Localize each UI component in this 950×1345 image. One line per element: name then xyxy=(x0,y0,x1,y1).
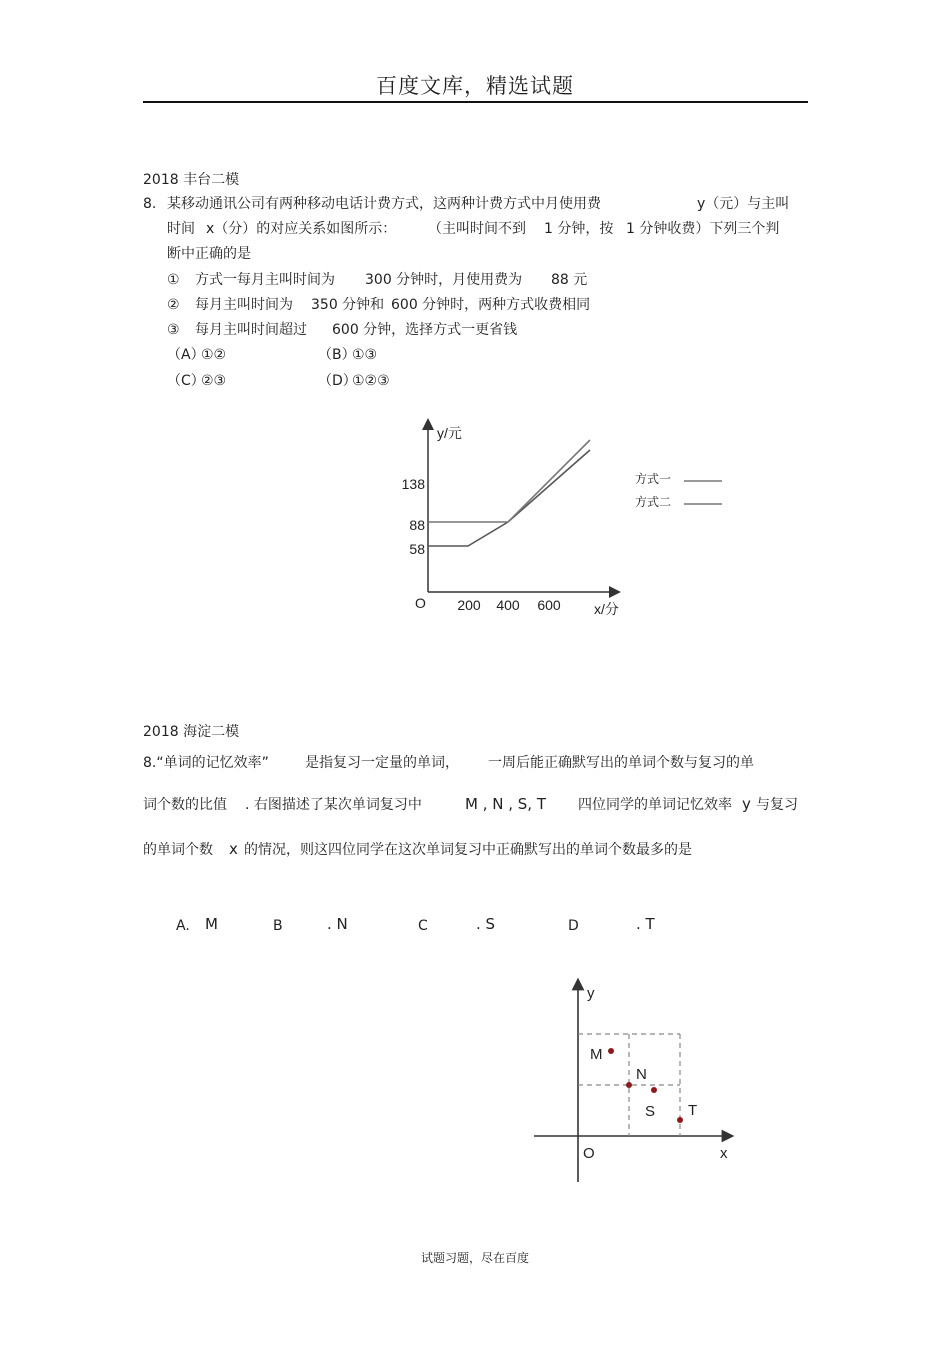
q1-item2-text-a: 每月主叫时间为 xyxy=(195,297,293,313)
q2-stem-line1c: 一周后能正确默写出的单词个数与复习的单 xyxy=(488,755,754,771)
q1-item2-text-b: 350 分钟和 xyxy=(311,297,385,313)
q2-point-t xyxy=(677,1117,683,1123)
q1-item3-mark: ③ xyxy=(167,322,180,338)
q2-point-m-label: M xyxy=(590,1046,603,1063)
q2-stem-line2f: 与复习 xyxy=(756,797,798,813)
q2-stem-line2d: 四位同学的单词记忆效率 xyxy=(578,797,732,813)
q1-option-d-text: ①②③ xyxy=(352,373,390,389)
q1-item1-text-a: 方式一每月主叫时间为 xyxy=(195,272,335,288)
q1-stem-line2a: 时间 xyxy=(167,221,195,237)
q1-option-a-label: （A） xyxy=(167,347,205,363)
q1-chart-y-label: y/元 xyxy=(437,425,462,441)
q2-stem-line3a: 的单词个数 xyxy=(143,842,213,858)
q1-stem-line2c: （主叫时间不到 xyxy=(428,221,526,237)
q1-item2-mark: ② xyxy=(167,297,180,313)
q1-option-b-label: （B） xyxy=(318,347,356,363)
q1-chart-y-tick-88: 88 xyxy=(409,517,425,533)
q2-point-t-label: T xyxy=(688,1102,698,1119)
q2-point-s-label: S xyxy=(645,1103,656,1120)
q2-option-c-letter: C xyxy=(418,918,428,934)
q1-stem-line1a: 某移动通讯公司有两种移动电话计费方式，这两种计费方式中月使用费 xyxy=(167,196,601,212)
q1-legend-method2-label: 方式二 xyxy=(635,495,672,509)
q2-stem-line2a: 词个数的比值 xyxy=(143,797,227,813)
q2-point-n-label: N xyxy=(636,1066,647,1083)
q1-source: 2018 丰台二模 xyxy=(143,172,240,188)
q2-stem-line2c: M , N , S, T xyxy=(465,795,546,813)
q2-stem-line1a: 8.“单词的记忆效率” xyxy=(143,755,269,771)
q2-chart-x-label: x xyxy=(720,1145,728,1162)
q1-chart-x-tick-200: 200 xyxy=(457,597,481,613)
q2-option-d-letter: D xyxy=(568,918,579,934)
q2-option-b-letter: B xyxy=(273,918,283,934)
q2-chart-origin: O xyxy=(583,1145,595,1162)
q2-point-n xyxy=(626,1082,632,1088)
q1-item2-text-c: 600 分钟时，两种方式收费相同 xyxy=(391,297,591,313)
page-header-title: 百度文库，精选试题 xyxy=(376,74,574,98)
page-footer: 试题习题，尽在百度 xyxy=(420,1251,529,1265)
q1-number: 8. xyxy=(143,196,157,212)
q1-stem-line1b: y（元）与主叫 xyxy=(697,196,790,212)
q2-stem-line1b: 是指复习一定量的单词， xyxy=(305,755,459,771)
q1-option-a-text: ①② xyxy=(201,347,227,363)
q2-option-b-value: . N xyxy=(327,915,348,933)
q1-item1-text-b: 300 分钟时，月使用费为 xyxy=(365,272,523,288)
q1-item3-text-a: 每月主叫时间超过 xyxy=(195,322,307,338)
q1-chart-x-tick-400: 400 xyxy=(496,597,520,613)
q1-chart-x-label: x/分 xyxy=(594,601,619,617)
q1-chart-y-tick-58: 58 xyxy=(409,541,425,557)
q2-chart-y-label: y xyxy=(587,985,595,1002)
q1-chart-origin: O xyxy=(415,595,426,611)
q1-legend-method1-label: 方式一 xyxy=(635,472,672,486)
q1-option-b-text: ①③ xyxy=(352,347,378,363)
q2-stem-line3c: 的情况，则这四位同学在这次单词复习中正确默写出的单词个数最多的是 xyxy=(244,842,692,858)
q2-option-a-value: M xyxy=(205,915,218,933)
q2-stem-line3b: x xyxy=(229,840,238,858)
q2-stem-line2b: . 右图描述了某次单词复习中 xyxy=(245,797,422,813)
q1-option-d-label: （D） xyxy=(318,373,357,389)
q1-chart-y-tick-138: 138 xyxy=(401,476,425,492)
q1-item1-text-c: 88 元 xyxy=(551,272,588,288)
q1-option-c-text: ②③ xyxy=(201,373,227,389)
q1-chart-x-tick-600: 600 xyxy=(537,597,561,613)
q2-source: 2018 海淀二模 xyxy=(143,724,240,740)
q1-stem-line2d: 1 分钟，按 xyxy=(544,221,614,237)
q1-item3-text-b: 600 分钟，选择方式一更省钱 xyxy=(332,322,518,338)
q1-stem-line2e: 1 分钟收费）下列三个判 xyxy=(626,221,780,237)
q2-option-c-value: . S xyxy=(476,915,496,933)
q2-point-s xyxy=(651,1087,657,1093)
q1-item1-mark: ① xyxy=(167,272,180,288)
q1-stem-line3: 断中正确的是 xyxy=(167,246,251,262)
q2-point-m xyxy=(608,1048,614,1054)
q1-option-c-label: （C） xyxy=(167,373,205,389)
q1-stem-line2b: x（分）的对应关系如图所示： xyxy=(206,221,397,237)
q2-option-a-letter: A. xyxy=(176,918,190,934)
q2-stem-line2e: y xyxy=(742,795,751,813)
q2-option-d-value: . T xyxy=(636,915,655,933)
